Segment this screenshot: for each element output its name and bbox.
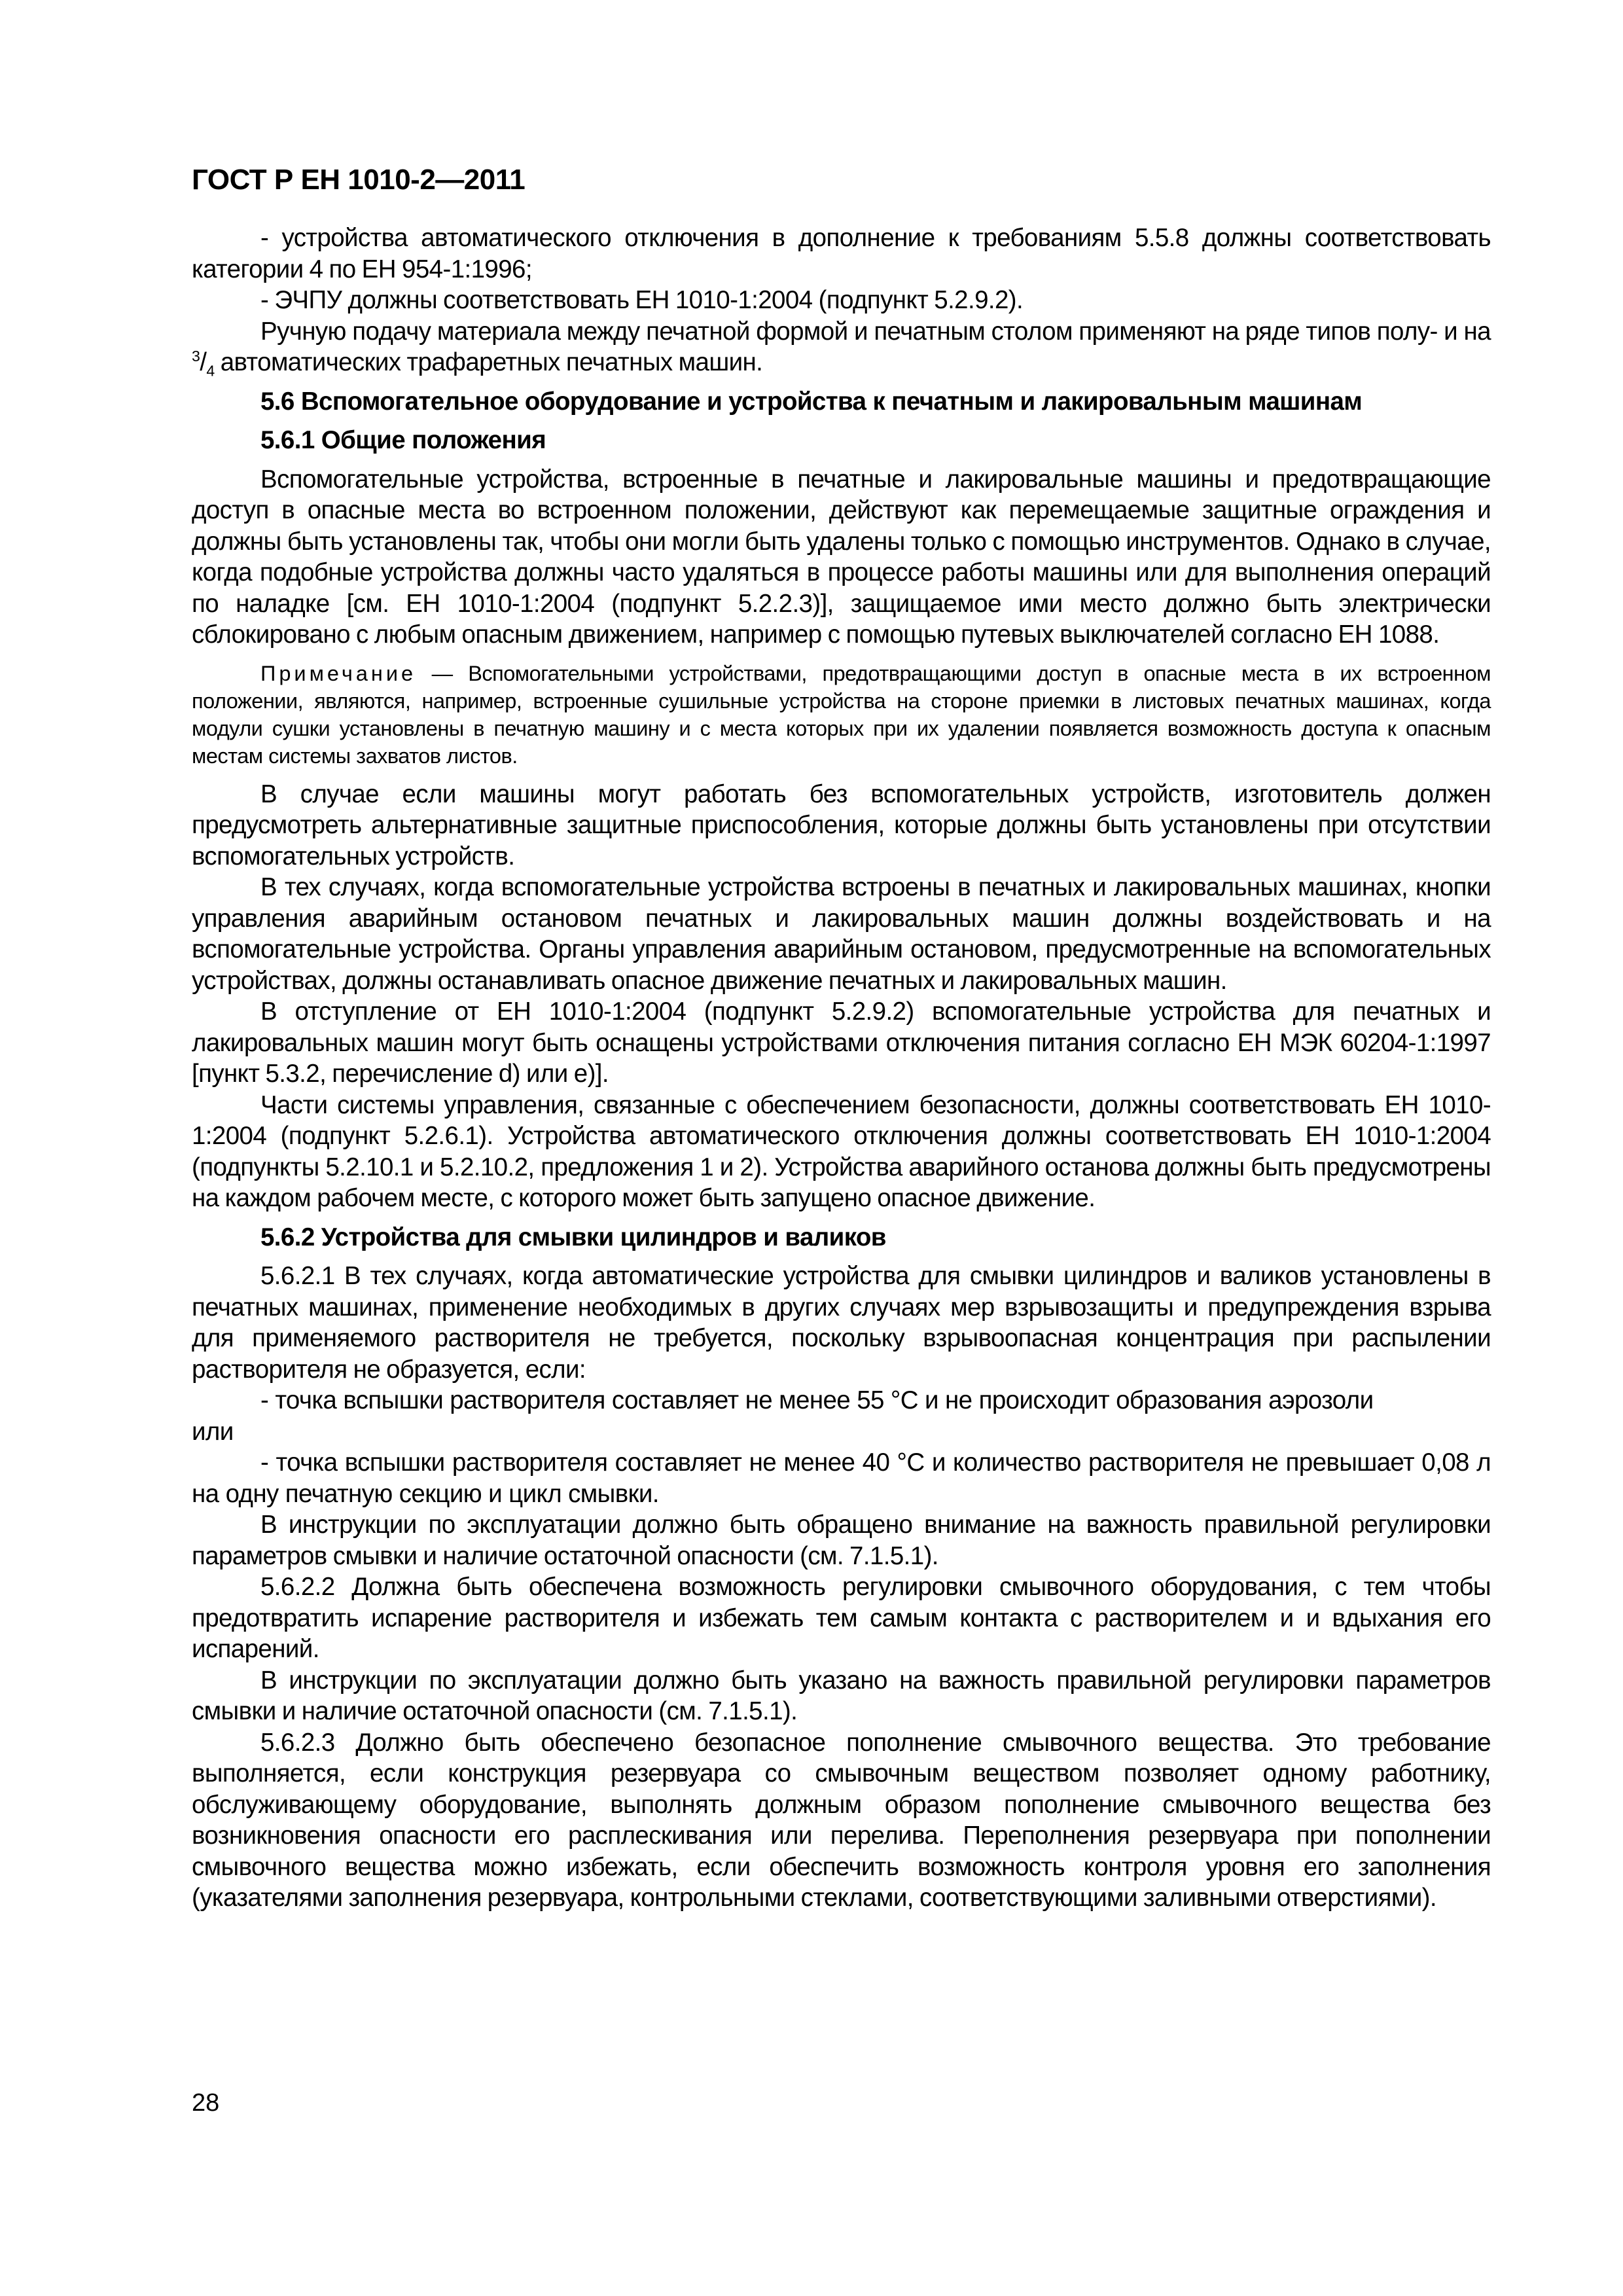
section-5-6-1-heading: 5.6.1 Общие положения bbox=[260, 426, 546, 454]
section-5-6-1-paragraph-2: В случае если машины могут работать без вспомогательных устройств, изготовитель должен предусмотреть альтернативные защитные приспособления, которые должны быть установлены при отсутствии вспомогательных устройств. bbox=[192, 780, 1491, 870]
section-5-6-1-paragraph-4: В отступление от ЕН 1010-1:2004 (подпункт 5.2.9.2) вспомогательные устройства для печатных и лакировальных машин могут быть оснащены устройствами отключения питания согласно ЕН МЭК 60204-1:1997 [пункт 5.3.2, перечисление d) или e)]. bbox=[192, 997, 1491, 1088]
or-connector: или bbox=[192, 1417, 234, 1446]
fraction-numerator: 3 bbox=[192, 348, 200, 365]
note-text: — Вспомогательными устройствами, предотвращающими доступ в опасные места в их встроенном положении, являются, например, встроенные сушильные устройства на стороне приемки в листовых печатных машинах, когда модули сушки установлены в печатную машину и с места которых при их удалении появляется возможность доступа к опасным местам системы захватов листов. bbox=[192, 661, 1491, 768]
fraction-denominator: 4 bbox=[206, 362, 215, 380]
intro-bullet-2: - ЭЧПУ должны соответствовать ЕН 1010-1:2004 (подпункт 5.2.9.2). bbox=[260, 286, 1024, 314]
section-5-6-1-paragraph-3: В тех случаях, когда вспомогательные устройства встроены в печатных и лакировальных машинах, кнопки управления аварийным остановом печатных и лакировальных машин должны воздействовать и на вспомогательные устройства. Органы управления аварийным остановом, предусмотренные на вспомогательных устройствах, должны останавливать опасное движение печатных и лакировальных машин. bbox=[192, 873, 1491, 995]
note-block bbox=[192, 660, 1491, 770]
fraction-three-quarters: $^3/_4$ bbox=[192, 348, 215, 380]
document-header-title: ГОСТ Р ЕН 1010-2—2011 bbox=[192, 164, 526, 196]
instruction-paragraph-1: В инструкции по эксплуатации должно быть обращено внимание на важность правильной регулировки параметров смывки и наличие остаточной опасности (см. 7.1.5.1). bbox=[192, 1511, 1491, 1570]
instruction-paragraph-2: В инструкции по эксплуатации должно быть указано на важность правильной регулировки параметров смывки и наличие остаточной опасности (см. 7.1.5.1). bbox=[192, 1666, 1491, 1725]
intro-paragraph-suffix: автоматических трафаретных печатных машин. bbox=[214, 348, 763, 376]
clause-5-6-2-3: 5.6.2.3 Должно быть обеспечено безопасное пополнение смывочного вещества. Это требование выполняется, если конструкция резервуара со смывочным веществом позволяет одному работнику, обслуживающему оборудование, выполнять должным образом пополнение смывочного вещества без возникновения опасности его расплескивания или перелива. Переполнения резервуара при пополнении смывочного вещества можно избежать, если обеспечить возможность контроля уровня его заполнения (указателями заполнения резервуара, контрольными стеклами, соответствующими заливными отверстиями). bbox=[192, 1728, 1491, 1912]
section-5-6-2-heading: 5.6.2 Устройства для смывки цилиндров и валиков bbox=[260, 1223, 886, 1251]
document-body bbox=[192, 223, 1491, 1914]
intro-paragraph bbox=[192, 316, 1491, 378]
intro-bullet-1: - устройства автоматического отключения в дополнение к требованиям 5.5.8 должны соответствовать категории 4 по ЕН 954-1:1996; bbox=[192, 224, 1491, 283]
flash-point-bullet-2: - точка вспышки растворителя составляет не менее 40 °С и количество растворителя не превышает 0,08 л на одну печатную секцию и цикл смывки. bbox=[192, 1448, 1491, 1508]
section-5-6-heading: 5.6 Вспомогательное оборудование и устройства к печатным и лакировальным машинам bbox=[260, 387, 1363, 416]
section-5-6-1-paragraph-5: Части системы управления, связанные с обеспечением безопасности, должны соответствовать ЕН 1010-1:2004 (подпункт 5.2.6.1). Устройства автоматического отключения должны соответствовать ЕН 1010-1:2004 (подпункты 5.2.10.1 и 5.2.10.2, предложения 1 и 2). Устройства аварийного останова должны быть предусмотрены на каждом рабочем месте, с которого может быть запущено опасное движение. bbox=[192, 1090, 1491, 1212]
section-5-6-1-paragraph-1: Вспомогательные устройства, встроенные в печатные и лакировальные машины и предотвращающие доступ в опасные места во встроенном положении, действуют как перемещаемые защитные ограждения и должны быть установлены так, чтобы они могли быть удалены только с помощью инструментов. Однако в случае, когда подобные устройства должны часто удаляться в процессе работы машины или для выполнения операций по наладке [см. ЕН 1010-1:2004 (подпункт 5.2.2.3)], защищаемое ими место должно быть электрически сблокировано с любым опасным движением, например с помощью путевых выключателей согласно ЕН 1088. bbox=[192, 465, 1491, 649]
intro-paragraph-prefix: Ручную подачу материала между печатной формой и печатным столом применяют на ряде типов полу- и на bbox=[260, 317, 1491, 346]
flash-point-bullet-1: - точка вспышки растворителя составляет не менее 55 °С и не происходит образования аэрозоли bbox=[260, 1386, 1374, 1414]
clause-5-6-2-2: 5.6.2.2 Должна быть обеспечена возможность регулировки смывочного оборудования, с тем чтобы предотвратить испарение растворителя и избежать тем самым контакта с растворителем и и вдыхания его испарений. bbox=[192, 1573, 1491, 1663]
clause-5-6-2-1: 5.6.2.1 В тех случаях, когда автоматические устройства для смывки цилиндров и валиков установлены в печатных машинах, применение необходимых в других случаях мер взрывозащиты и предупреждения взрыва для применяемого растворителя не требуется, поскольку взрывоопасная концентрация при распылении растворителя не образуется, если: bbox=[192, 1262, 1491, 1384]
page-number: 28 bbox=[192, 2089, 220, 2117]
note-label: Примечание bbox=[260, 661, 417, 685]
